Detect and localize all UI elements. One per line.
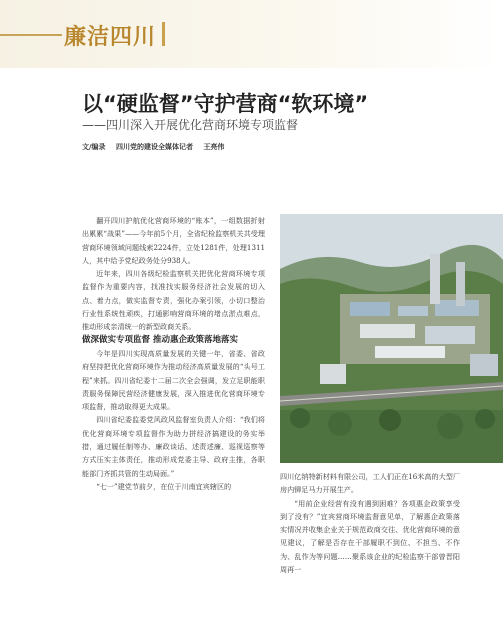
byline-author: 四川党的建设全媒体记者 xyxy=(116,143,193,151)
body-paragraph: “七一”建党节前夕，在位于川南宜宾辖区的 xyxy=(96,481,232,491)
photo-building xyxy=(350,302,390,316)
byline-name: 王亮伟 xyxy=(203,143,225,151)
photo-building xyxy=(375,346,445,358)
article-headline: 以“硬监督”守护营商“软环境” xyxy=(82,92,369,116)
article-subtitle: ——四川深入开展优化营商环境专项监督 xyxy=(82,118,299,132)
photo-building xyxy=(425,326,475,344)
photo-building xyxy=(360,324,415,338)
right-column xyxy=(280,470,460,576)
section-title-bar xyxy=(162,22,165,46)
photo-tree xyxy=(437,413,463,439)
photo-building xyxy=(398,306,428,316)
photo-lower-building xyxy=(320,364,346,384)
header-accent-line xyxy=(0,34,62,36)
left-column xyxy=(82,214,265,493)
photo-tower xyxy=(430,254,440,304)
photo-tree xyxy=(290,408,310,428)
byline-label: 文/编录 xyxy=(82,143,106,151)
photo-tree xyxy=(328,412,352,436)
photo-tree xyxy=(475,409,495,429)
body-paragraph: 四川省纪委监委党风政风监督室负责人介绍：“我们将优化营商环境专项监督作为助力拼经济搞建设的务实举措，通过履任制等办、廉政谈话、述责述廉、巡视巡察等方式压实主体责任，推动形成党委主导、政府主推，各职能部门齐抓共管的生动局面。” xyxy=(82,415,265,478)
aerial-industrial-park-photo xyxy=(280,214,503,463)
right-paragraph: 四川亿纳特新材料有限公司，工人们正在16米高的大型厂房内铆足马力开展生产。 xyxy=(280,472,460,495)
photo-tree xyxy=(379,409,401,431)
photo-tower xyxy=(456,262,465,306)
photo-lower-building xyxy=(470,354,498,376)
intro-paragraph: 翻开四川护航优化营商环境的“账本”，一组数据折射出累累“战果”——今年前5个月，全省纪检监察机关共受理营商环境领域问题线索2224件，立处1281件，处理1311人，其中给予党纪政务处分938人。 xyxy=(82,216,265,265)
article-byline xyxy=(82,142,382,152)
section-title: 廉洁四川 xyxy=(64,25,157,50)
body-paragraph: 今年是四川实现高质量发展的关键一年，省委、省政府坚持把优化营商环境作为推动经济高质量发展的“头号工程”来抓。四川省纪委十二届二次全会强调，发立足职能职责服务保障民营经济健康发展，深入推进优化营商环境专项监督，推动取得更大成果。 xyxy=(82,348,265,412)
right-paragraph: “用前企业经营有没有遇到困难？各项惠企政策享受到了没有？”宜宾营商环境监督意见单，了解惠企政策落实情况并收集企业关于规范政商交往、优化营商环境的意见建议，了解是否存在干部履职不到位、不担当、不作为、乱作为等问题……聚系该企业的纪检监察干部曾晋阳周再一 xyxy=(280,498,460,575)
intro-paragraph: 近年来，四川各级纪检监察机关把优化营商环境专项监督作为重要内容，找准找实服务经济社会发展的切入点、着力点，做实监督专责，强化办案引领，小切口整治行业性系统性顽疾，打通影响营商环境的堵点淤点难点，推动形成亲清统一的新型政商关系。 xyxy=(82,269,265,332)
section-subhead: 做深做实专项监督 推动惠企政策落地落实 xyxy=(82,334,238,345)
